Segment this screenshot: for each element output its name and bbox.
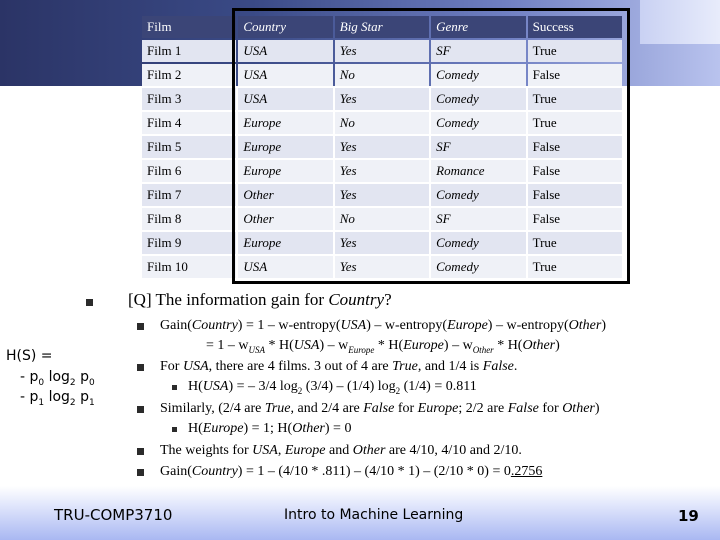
text: Similarly, (2/4 are (160, 401, 265, 416)
cell-film: Film 6 (142, 160, 236, 182)
cell-success: True (528, 256, 622, 278)
text: H( (188, 379, 203, 394)
text: - p (20, 369, 39, 385)
cell-genre: SF (431, 40, 525, 62)
cell-success: False (528, 184, 622, 206)
cell-genre: Comedy (431, 64, 525, 86)
text: are 4/10, 4/10 and 2/10. (385, 443, 522, 458)
side-formula-title: H(S) = (6, 348, 53, 364)
cell-genre: SF (431, 208, 525, 230)
text: H( (188, 421, 203, 436)
cell-film: Film 2 (142, 64, 236, 86)
table-row (142, 64, 622, 86)
cell-success: False (528, 160, 622, 182)
table-row (142, 184, 622, 206)
text: USA (293, 338, 320, 353)
text: ) – w (443, 338, 473, 353)
cell-big-star: Yes (335, 232, 429, 254)
question-emph: Country (328, 290, 385, 309)
text: * H( (493, 338, 523, 353)
header-success: Success (528, 16, 622, 38)
cell-film: Film 7 (142, 184, 236, 206)
text: True (392, 359, 418, 374)
bullet-marker (86, 299, 93, 306)
side-formula-term1 (20, 389, 95, 408)
text: ) (555, 338, 560, 353)
cell-film: Film 5 (142, 136, 236, 158)
cell-country: Europe (238, 136, 332, 158)
cell-genre: Comedy (431, 112, 525, 134)
question-text: [Q] The information gain for (128, 290, 329, 309)
header-film: Film (142, 16, 236, 38)
bullet-marker (172, 427, 177, 432)
text: 2 (395, 385, 401, 396)
page-number: 19 (678, 507, 699, 525)
footer-course: TRU-COMP3710 (54, 506, 173, 524)
text: ; 2/2 are (458, 401, 508, 416)
text: ) (594, 401, 600, 416)
text: ) = 1; H( (243, 421, 293, 436)
text: Other (352, 443, 386, 458)
table-header-row (142, 16, 622, 38)
text: True (264, 401, 291, 416)
table-row (142, 40, 622, 62)
text: Europe (447, 318, 488, 333)
bullet-marker (137, 469, 144, 476)
cell-country: Europe (238, 160, 332, 182)
cell-film: Film 10 (142, 256, 236, 278)
text: USA (202, 379, 229, 394)
header-country: Country (238, 16, 332, 38)
text: p (75, 389, 89, 405)
text: ) = 1 – (4/10 * .811) – (4/10 * 1) – (2/10 * 0) = 0 (237, 464, 511, 479)
text: USA (182, 359, 209, 374)
text: and (325, 443, 353, 458)
text: Gain( (160, 318, 192, 333)
cell-big-star: No (335, 112, 429, 134)
text: ) = 1 – w-entropy( (237, 318, 341, 333)
text: . (513, 359, 518, 374)
text: 0 (89, 377, 95, 388)
side-formula-term0 (20, 369, 95, 388)
cell-film: Film 1 (142, 40, 236, 62)
cell-film: Film 9 (142, 232, 236, 254)
cell-success: False (528, 136, 622, 158)
usa-entropy-line (188, 379, 477, 396)
table-row (142, 112, 622, 134)
cell-success: False (528, 208, 622, 230)
text: Other (292, 421, 325, 436)
text: ) = 0 (324, 421, 352, 436)
cell-country: USA (238, 64, 332, 86)
text: USA (252, 443, 278, 458)
text: USA (340, 318, 367, 333)
cell-country: Europe (238, 112, 332, 134)
question-suffix: ? (384, 290, 392, 309)
text: Europe (348, 344, 375, 355)
table-row (142, 160, 622, 182)
text: ) = – 3/4 log (228, 379, 298, 394)
weights-line (160, 443, 522, 459)
text: 1 (89, 397, 95, 408)
cell-genre: Comedy (431, 256, 525, 278)
text: 2 (297, 385, 303, 396)
gain-formula-line1 (160, 318, 606, 334)
cell-genre: Comedy (431, 232, 525, 254)
table-row (142, 88, 622, 110)
cell-genre: Romance (431, 160, 525, 182)
text: * H( (265, 338, 294, 353)
footer-title: Intro to Machine Learning (284, 507, 464, 523)
text: , there are 4 films. 3 out of 4 are (208, 359, 393, 374)
text: 0 (38, 377, 45, 388)
bullet-marker (137, 406, 144, 413)
text: ) – w-entropy( (487, 318, 569, 333)
text: Other (522, 338, 556, 353)
text: Other (472, 344, 494, 355)
question-line (128, 290, 392, 310)
text: Other (562, 401, 595, 416)
text: Europe (417, 401, 459, 416)
text: , and 1/4 is (417, 359, 483, 374)
text: ) (601, 318, 607, 333)
text: 1 (38, 397, 45, 408)
similar-line (160, 401, 600, 417)
text: USA (248, 344, 266, 355)
text: False (482, 359, 514, 374)
cell-success: True (528, 88, 622, 110)
cell-country: USA (238, 256, 332, 278)
cell-success: True (528, 40, 622, 62)
text: 2 (69, 397, 76, 408)
films-table (140, 14, 624, 280)
cell-big-star: Yes (335, 88, 429, 110)
final-gain-line (160, 464, 542, 480)
cell-success: True (528, 112, 622, 134)
cell-country: Other (238, 208, 332, 230)
cell-film: Film 8 (142, 208, 236, 230)
text: log (44, 389, 70, 405)
text: 2 (69, 377, 76, 388)
text: for (538, 401, 563, 416)
usa-line (160, 359, 517, 375)
text: p (75, 369, 89, 385)
cell-big-star: Yes (335, 160, 429, 182)
text: Country (191, 318, 238, 333)
text: Country (191, 464, 238, 479)
cell-country: USA (238, 88, 332, 110)
cell-big-star: Yes (335, 256, 429, 278)
cell-genre: Comedy (431, 88, 525, 110)
text: * H( (374, 338, 404, 353)
text: Europe (403, 338, 444, 353)
text: False (363, 401, 395, 416)
cell-film: Film 3 (142, 88, 236, 110)
text: For (160, 359, 183, 374)
header-big-star: Big Star (335, 16, 429, 38)
final-gain-value: .2756 (510, 464, 543, 479)
cell-country: USA (238, 40, 332, 62)
cell-big-star: Yes (335, 40, 429, 62)
text: (3/4) – (1/4) log (302, 379, 396, 394)
cell-country: Other (238, 184, 332, 206)
cell-country: Europe (238, 232, 332, 254)
cell-success: True (528, 232, 622, 254)
bullet-marker (137, 323, 144, 330)
cell-film: Film 4 (142, 112, 236, 134)
cell-genre: Comedy (431, 184, 525, 206)
cell-big-star: No (335, 64, 429, 86)
table-row (142, 232, 622, 254)
bullet-marker (172, 385, 177, 390)
text: Gain( (160, 464, 192, 479)
banner-accent (640, 0, 720, 44)
cell-success: False (528, 64, 622, 86)
text: ) – w (319, 338, 349, 353)
text: , and 2/4 are (290, 401, 364, 416)
text: - p (20, 389, 39, 405)
text: Other (568, 318, 602, 333)
text: for (394, 401, 418, 416)
text: , (277, 443, 285, 458)
text: = 1 – w (206, 338, 249, 353)
text: Europe (202, 421, 244, 436)
cell-big-star: No (335, 208, 429, 230)
header-genre: Genre (431, 16, 525, 38)
table-row (142, 208, 622, 230)
bullet-marker (137, 448, 144, 455)
gain-formula-line2 (206, 338, 560, 355)
bullet-marker (137, 364, 144, 371)
text: ) – w-entropy( (366, 318, 448, 333)
cell-big-star: Yes (335, 184, 429, 206)
text: Europe (284, 443, 326, 458)
text: False (507, 401, 539, 416)
text: The weights for (160, 443, 253, 458)
cell-genre: SF (431, 136, 525, 158)
table-row (142, 136, 622, 158)
europe-entropy-line (188, 421, 351, 437)
cell-big-star: Yes (335, 136, 429, 158)
table-row (142, 256, 622, 278)
text: log (44, 369, 70, 385)
text: (1/4) = 0.811 (400, 379, 477, 394)
